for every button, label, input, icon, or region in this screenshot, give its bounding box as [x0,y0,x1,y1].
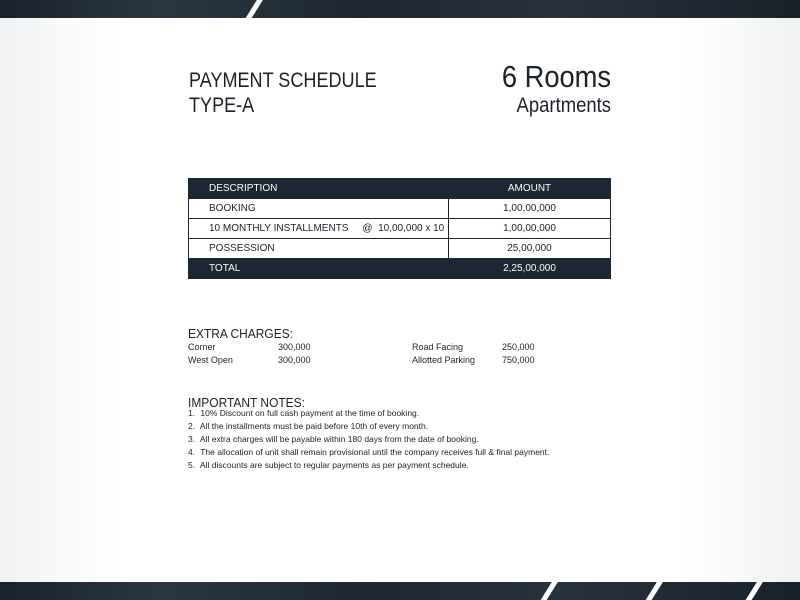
payment-schedule-table [188,178,611,279]
row-description: POSSESSION [189,239,449,259]
charge-label: Corner [188,342,216,352]
list-item [188,459,549,472]
important-notes-title: IMPORTANT NOTES: [188,395,305,410]
charge-value: 300,000 [278,342,311,352]
note-text: The allocation of unit shall remain provisional until the company receives full & final payment. [200,447,550,457]
charge-label: Allotted Parking [412,355,476,365]
list-item [188,446,549,459]
note-text: All discounts are subject to regular payments as per payment schedule. [199,460,469,470]
note-number: 3. [188,434,196,444]
title-line-type: TYPE-A [189,94,255,117]
list-item [188,420,549,433]
table-total-row [189,259,611,279]
row-amount: 1,00,00,000 [449,199,611,219]
band-slash [641,582,666,600]
note-number: 5. [188,460,196,470]
note-number: 2. [188,421,196,431]
top-decorative-band [0,0,800,18]
row-description: 10 MONTHLY INSTALLMENTS @ 10,00,000 x 10 [189,219,449,239]
rooms-count: 6 Rooms [501,59,611,94]
title-line-payment-schedule: PAYMENT SCHEDULE [189,69,377,92]
note-number: 4. [188,447,196,457]
band-slash [241,0,266,18]
header-amount: AMOUNT [449,179,611,199]
row-description: BOOKING [189,199,449,219]
extra-charges-title: EXTRA CHARGES: [188,326,294,341]
note-text: 10% Discount on full cash payment at the time of booking. [200,408,420,418]
band-slash [741,582,766,600]
list-item [188,433,549,446]
charge-value: 250,000 [502,342,535,352]
total-amount: 2,25,00,000 [449,259,611,279]
total-label: TOTAL [189,259,449,279]
row-amount: 1,00,00,000 [449,219,611,239]
important-notes-list [188,407,549,472]
header-description: DESCRIPTION [189,179,449,199]
table-row [189,199,611,219]
charge-value: 750,000 [502,355,535,365]
left-edge-shade [0,18,120,582]
note-text: All extra charges will be payable within 180 days from the date of booking. [199,434,479,444]
note-number: 1. [188,408,196,418]
row-amount: 25,00,000 [449,239,611,259]
unit-type-heading [502,60,611,118]
band-slash [536,582,561,600]
table-row [189,239,611,259]
charge-label: Road Facing [412,342,464,352]
list-item [188,407,549,420]
note-text: All the installments must be paid before 10th of every month. [199,421,429,431]
table-header-row [189,179,611,199]
charge-label: West Open [188,355,233,365]
table-row [189,219,611,239]
page-title [189,68,377,118]
right-edge-shade [680,18,800,582]
charge-value: 300,000 [278,355,311,365]
bottom-decorative-band [0,582,800,600]
unit-category: Apartments [516,94,611,117]
